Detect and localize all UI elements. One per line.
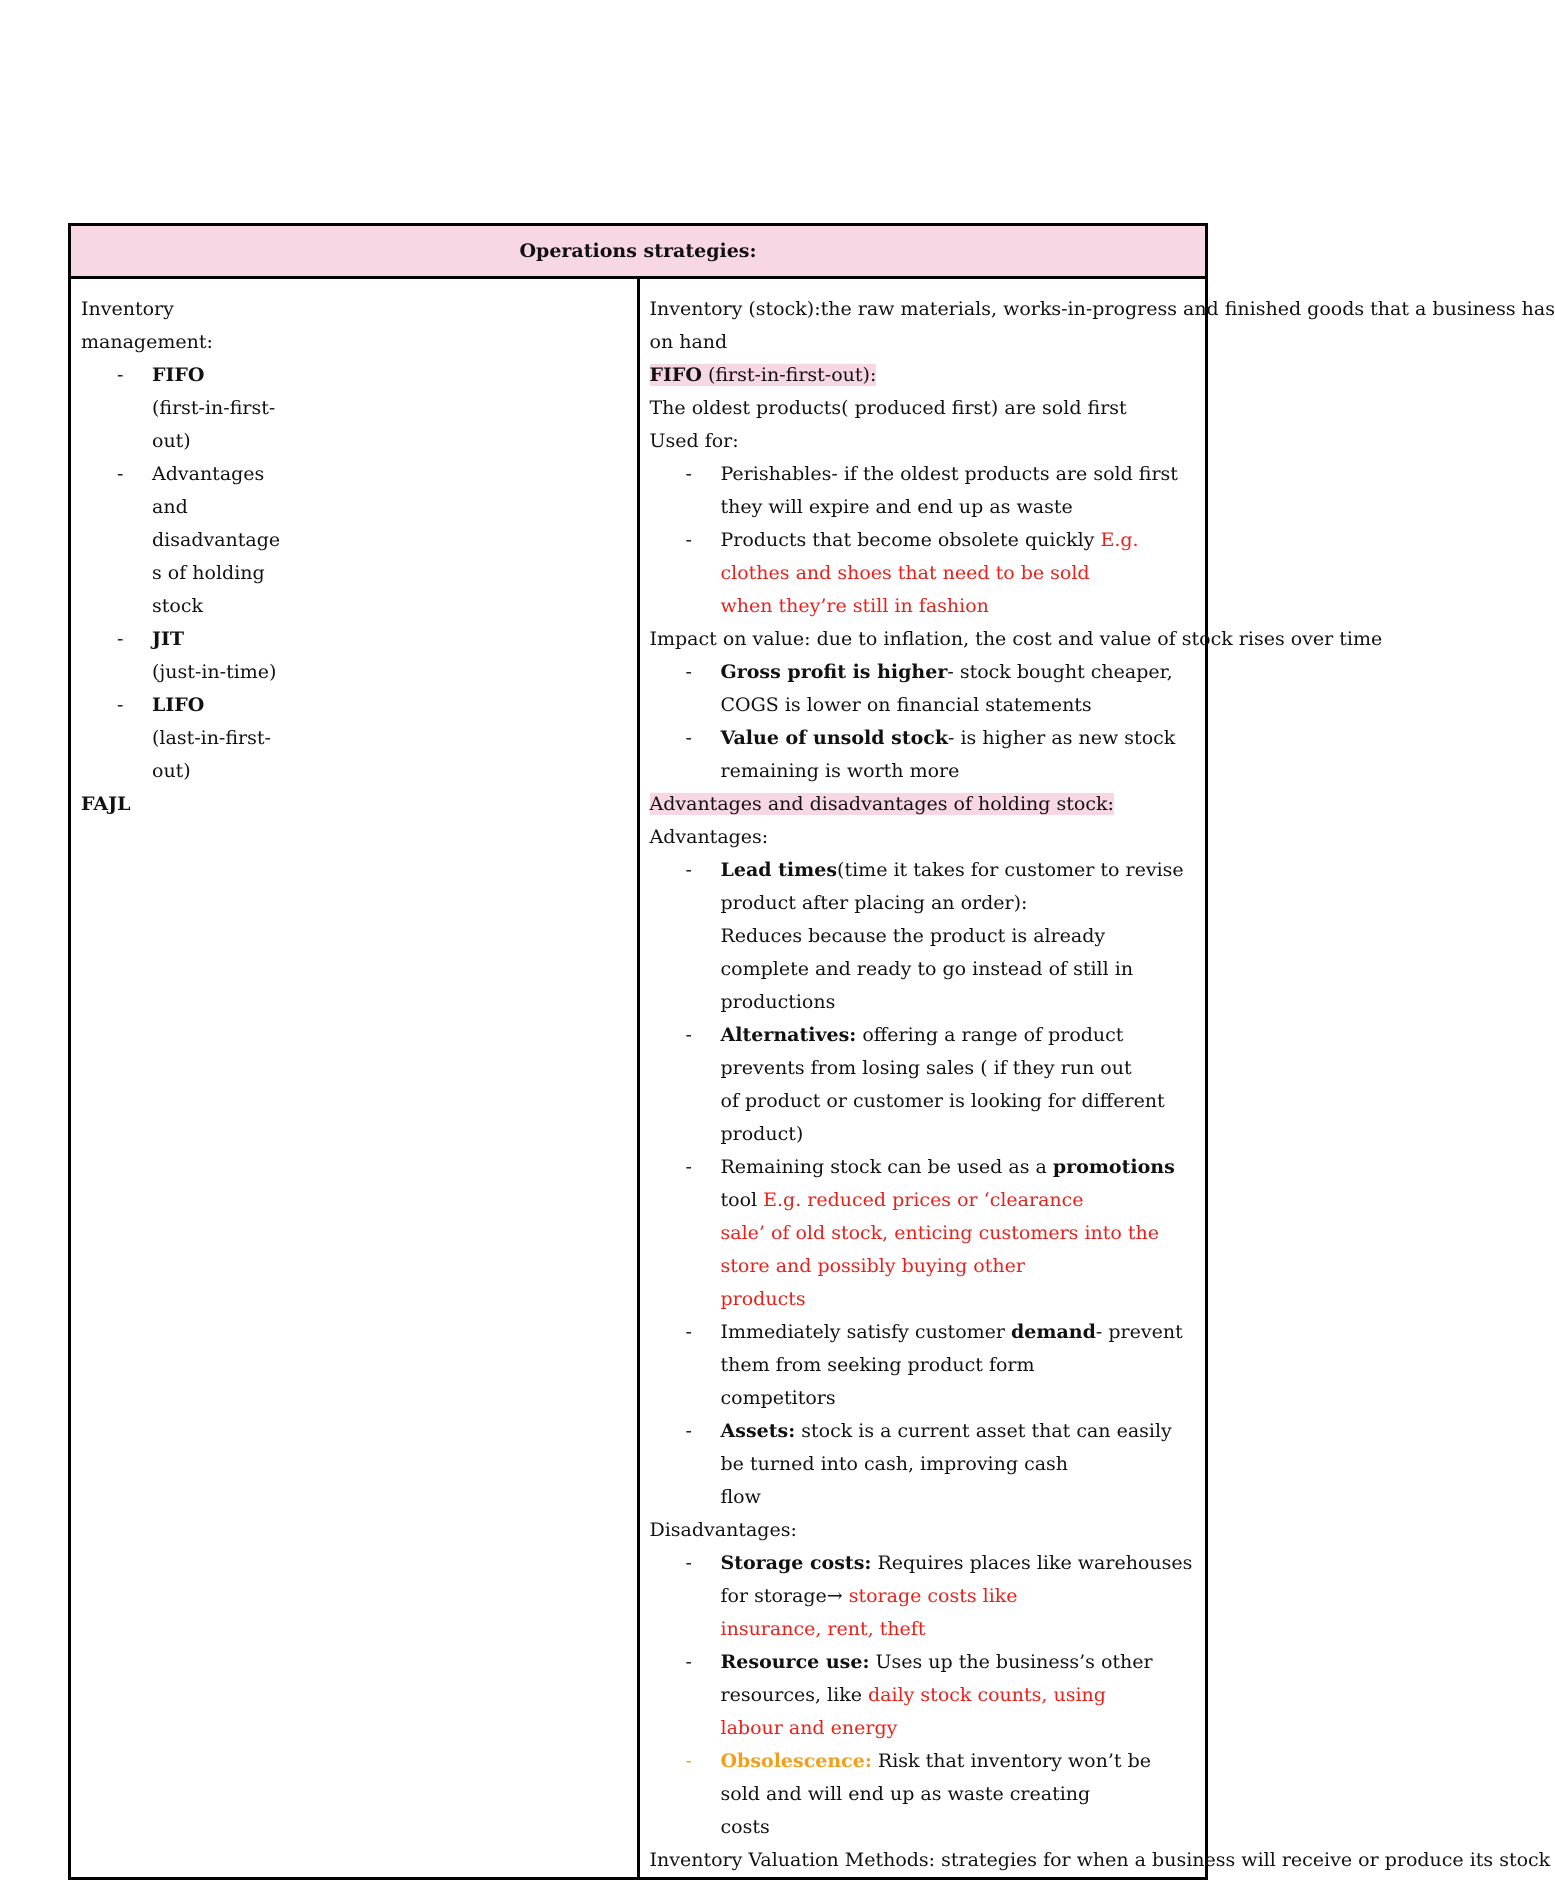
left-item-line: (last-in-first- (152, 727, 271, 749)
list-item-gross-profit: - Gross profit is higher- stock bought cheaper, COGS is lower on financial statements (685, 661, 1173, 716)
left-item-line: and (152, 496, 188, 518)
table-title: Operations strategies: (519, 240, 757, 262)
left-item-line: stock (152, 595, 203, 617)
bullet-dash: - (117, 694, 124, 716)
left-list-item-lifo (81, 689, 637, 788)
left-item-line: (just-in-time) (152, 661, 277, 683)
left-footer-label: FAJL (81, 793, 131, 815)
left-intro-line: management: (81, 331, 213, 353)
disadvantages-label: Disadvantages: (649, 1519, 797, 1541)
operations-table (68, 223, 1555, 1880)
left-item-line: s of holding (152, 562, 265, 584)
list-item-obsolete: - Products that become obsolete quickly E.g. clothes and shoes that need to be sold when they’re still in fashion (685, 529, 1139, 617)
fifo-heading: FIFO (first-in-first-out): (649, 364, 877, 386)
bullet-dash: - (117, 628, 124, 650)
left-item-line: (first-in-first- (152, 397, 276, 419)
left-list-item-advantages (81, 458, 637, 623)
left-item-line: Advantages (152, 463, 265, 485)
advantages-label: Advantages: (649, 826, 769, 848)
advantages-disadvantages-heading: Advantages and disadvantages of holding stock: (649, 793, 1114, 815)
right-column (638, 278, 1555, 1879)
list-item-unsold-stock: - Value of unsold stock- is higher as new stock remaining is worth more (685, 727, 1176, 782)
inventory-definition: Inventory (stock):the raw materials, works-in-progress and finished goods that a business has (649, 298, 1555, 320)
list-item-obsolescence: - Obsolescence: Risk that inventory won’t be sold and will end up as waste creating costs (685, 1750, 1151, 1838)
left-list-item-jit (81, 623, 637, 689)
bullet-dash: - (117, 463, 124, 485)
list-item-alternatives: - Alternatives: offering a range of product prevents from losing sales ( if they run out of product or customer is looking for different product) (685, 1024, 1165, 1145)
list-item-resource-use: - Resource use: Uses up the business’s other resources, like daily stock counts, using labour and energy (685, 1651, 1153, 1739)
left-item-line: out) (152, 760, 191, 782)
table-header (70, 225, 1207, 278)
used-for-label: Used for: (649, 430, 739, 452)
left-column (70, 278, 639, 1879)
inventory-valuation-methods: Inventory Valuation Methods: strategies for when a business will receive or produce its stock (649, 1849, 1551, 1871)
list-item-assets: - Assets: stock is a current asset that can easily be turned into cash, improving cash flow (685, 1420, 1172, 1508)
impact-on-value: Impact on value: due to inflation, the cost and value of stock rises over time (649, 628, 1383, 650)
left-item-line: disadvantage (152, 529, 281, 551)
fifo-definition: The oldest products( produced first) are sold first (649, 397, 1127, 419)
inventory-definition-cont: on hand (649, 331, 728, 353)
left-item-title: JIT (152, 628, 185, 650)
left-item-title: LIFO (152, 694, 205, 716)
left-list-item-fifo (81, 359, 637, 458)
left-item-line: out) (152, 430, 191, 452)
list-item-lead-times: - Lead times(time it takes for customer to revise product after placing an order): Reduces because the product is already complete and ready to go instead of still in productions (685, 859, 1184, 1013)
bullet-dash: - (117, 364, 124, 386)
list-item-promotions: - Remaining stock can be used as a promotions tool E.g. reduced prices or ‘clearance sale’ of old stock, enticing customers into the store and possibly buying other products (685, 1156, 1175, 1310)
left-intro-line: Inventory (81, 298, 174, 320)
list-item-storage-costs: - Storage costs: Requires places like warehouses for storage→ storage costs like insurance, rent, theft (685, 1552, 1193, 1640)
left-item-title: FIFO (152, 364, 205, 386)
list-item-perishables: - Perishables- if the oldest products are sold first they will expire and end up as waste (685, 463, 1178, 518)
list-item-demand: - Immediately satisfy customer demand- prevent them from seeking product form competitors (685, 1321, 1183, 1409)
